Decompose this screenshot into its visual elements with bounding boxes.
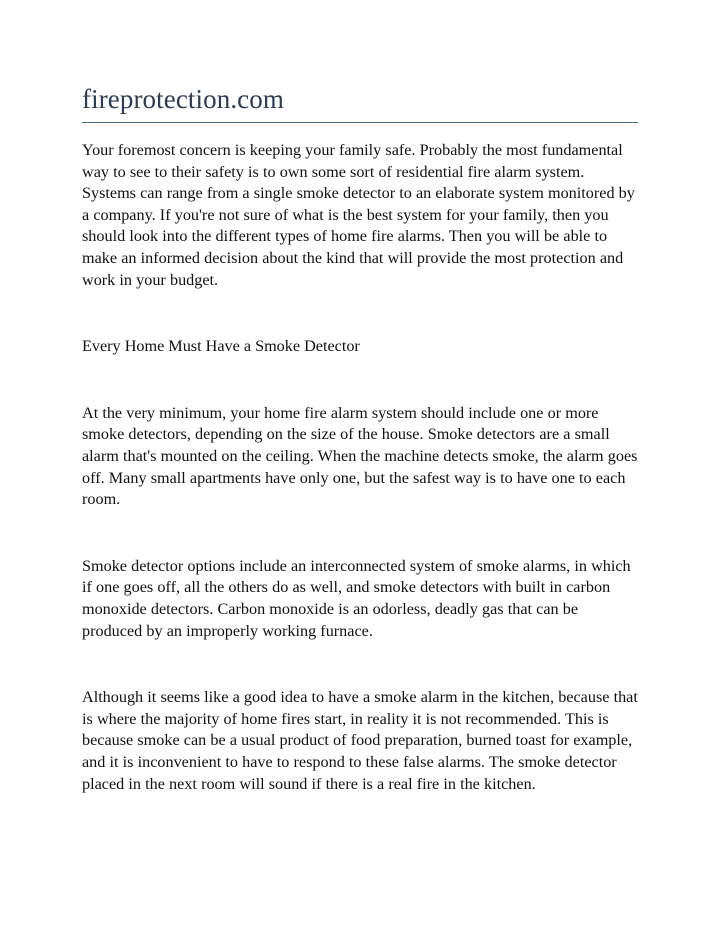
spacer-after-divider bbox=[82, 123, 638, 140]
spacer-paragraph-3 bbox=[82, 642, 638, 687]
body-paragraph-3: Smoke detector options include an interconnected system of smoke alarms, in which if one goes off, all the others do as well, and smoke detectors with built in carbon monoxide detectors. Carbon monoxide is an odorless, deadly gas that can be produced by an improperly working furnace. bbox=[82, 556, 631, 640]
spacer-after-heading bbox=[82, 358, 638, 403]
body-paragraph-4: Although it seems like a good idea to have a smoke alarm in the kitchen, because that is where the majority of home fires start, in reality it is not recommended. This is because smoke can be a usual product of food preparation, burned toast for example, and it is inconvenient to have to respond to these false alarms. The smoke detector placed in the next room will sound if there is a real fire in the kitchen. bbox=[82, 688, 638, 793]
spacer-paragraph-2 bbox=[82, 511, 638, 556]
page-title: fireprotection.com bbox=[82, 84, 284, 114]
spacer-before-heading bbox=[82, 291, 638, 336]
section-heading: Every Home Must Have a Smoke Detector bbox=[82, 337, 360, 356]
intro-paragraph: Your foremost concern is keeping your family safe. Probably the most fundamental way to see to their safety is to own some sort of residential fire alarm system. Systems can range from a single smoke detector to an elaborate system monitored by a company. If you're not sure of what is the best system for your family, then you should look into the different types of home fire alarms. Then you will be able to make an informed decision about the kind that will provide the most protection and work in your budget. bbox=[82, 141, 635, 289]
body-paragraph-2: At the very minimum, your home fire alarm system should include one or more smoke detectors, depending on the size of the house. Smoke detectors are a small alarm that's mounted on the ceiling. When the machine detects smoke, the alarm goes off. Many small apartments have only one, but the safest way is to have one to each room. bbox=[82, 403, 638, 509]
document-content bbox=[82, 0, 638, 795]
